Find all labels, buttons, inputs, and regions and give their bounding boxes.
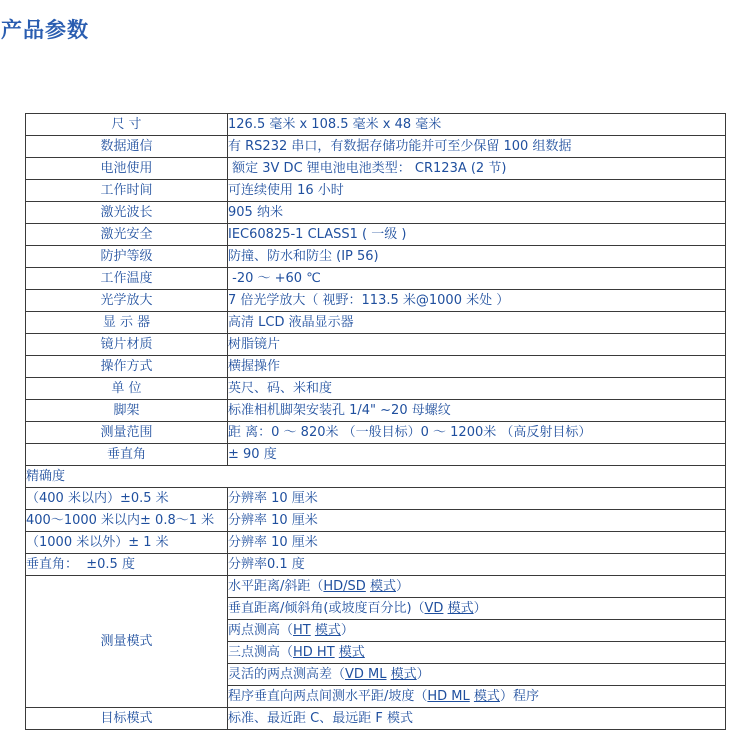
accuracy-header-row xyxy=(26,466,726,488)
spec-value: 可连续使用 16 小时 xyxy=(228,180,726,202)
spec-key: 工作时间 xyxy=(26,180,228,202)
spec-value: 高清 LCD 液晶显示器 xyxy=(228,312,726,334)
table-row xyxy=(26,576,726,598)
spec-value: 防撞、防水和防尘 (IP 56) xyxy=(228,246,726,268)
spec-key: 数据通信 xyxy=(26,136,228,158)
spec-value: ± 90 度 xyxy=(228,444,726,466)
table-row xyxy=(26,334,726,356)
spec-key: 激光波长 xyxy=(26,202,228,224)
product-spec-table xyxy=(25,113,726,730)
spec-value: -20 ～ +60 ℃ xyxy=(228,268,726,290)
accuracy-header: 精确度 xyxy=(26,466,726,488)
spec-key: 单 位 xyxy=(26,378,228,400)
spec-key: 光学放大 xyxy=(26,290,228,312)
accuracy-value: 分辨率0.1 度 xyxy=(228,554,726,576)
table-row xyxy=(26,246,726,268)
spec-value: 距 离：0 ～ 820米 （一般目标）0 ～ 1200米 （高反射目标） xyxy=(228,422,726,444)
spec-value: 额定 3V DC 锂电池电池类型： CR123A (2 节) xyxy=(228,158,726,180)
table-row xyxy=(26,422,726,444)
spec-value: 英尺、码、米和度 xyxy=(228,378,726,400)
spec-key: 脚架 xyxy=(26,400,228,422)
accuracy-key: 400～1000 米以内± 0.8～1 米 xyxy=(26,510,228,532)
table-row xyxy=(26,224,726,246)
spec-key: 镜片材质 xyxy=(26,334,228,356)
spec-value: 905 纳米 xyxy=(228,202,726,224)
table-row xyxy=(26,532,726,554)
spec-value: 7 倍光学放大（ 视野：113.5 米@1000 米处 ） xyxy=(228,290,726,312)
spec-key: 测量范围 xyxy=(26,422,228,444)
table-row xyxy=(26,268,726,290)
table-row xyxy=(26,708,726,730)
spec-key: 显 示 器 xyxy=(26,312,228,334)
spec-value: 标准相机脚架安装孔 1/4" ~20 母螺纹 xyxy=(228,400,726,422)
spec-value: IEC60825-1 CLASS1 ( 一级 ) xyxy=(228,224,726,246)
table-row xyxy=(26,312,726,334)
mode-item: 垂直距离/倾斜角(或坡度百分比)（VD 模式） xyxy=(228,598,726,620)
table-row xyxy=(26,290,726,312)
mode-item: 程序垂直向两点间测水平距/坡度（HD ML 模式）程序 xyxy=(228,686,726,708)
target-value: 标准、最近距 C、最远距 F 模式 xyxy=(228,708,726,730)
table-row xyxy=(26,136,726,158)
table-row xyxy=(26,444,726,466)
spec-key: 工作温度 xyxy=(26,268,228,290)
spec-value: 126.5 毫米 x 108.5 毫米 x 48 毫米 xyxy=(228,114,726,136)
accuracy-key: （400 米以内）±0.5 米 xyxy=(26,488,228,510)
accuracy-value: 分辨率 10 厘米 xyxy=(228,488,726,510)
page-title: 产品参数 xyxy=(1,18,89,42)
table-row xyxy=(26,202,726,224)
accuracy-value: 分辨率 10 厘米 xyxy=(228,532,726,554)
spec-value: 横握操作 xyxy=(228,356,726,378)
spec-key: 垂直角 xyxy=(26,444,228,466)
accuracy-key: （1000 米以外）± 1 米 xyxy=(26,532,228,554)
table-row xyxy=(26,378,726,400)
target-key: 目标模式 xyxy=(26,708,228,730)
mode-item: 灵活的两点测高差（VD ML 模式） xyxy=(228,664,726,686)
spec-key: 操作方式 xyxy=(26,356,228,378)
table-row xyxy=(26,510,726,532)
table-row xyxy=(26,488,726,510)
table-row xyxy=(26,400,726,422)
spec-value: 有 RS232 串口，有数据存储功能并可至少保留 100 组数据 xyxy=(228,136,726,158)
table-row xyxy=(26,180,726,202)
mode-item: 三点测高（HD HT 模式 xyxy=(228,642,726,664)
spec-key: 尺 寸 xyxy=(26,114,228,136)
spec-key: 电池使用 xyxy=(26,158,228,180)
table-row xyxy=(26,356,726,378)
mode-item: 水平距离/斜距（HD/SD 模式） xyxy=(228,576,726,598)
accuracy-key: 垂直角： ±0.5 度 xyxy=(26,554,228,576)
table-row xyxy=(26,158,726,180)
mode-key: 测量模式 xyxy=(26,576,228,708)
accuracy-value: 分辨率 10 厘米 xyxy=(228,510,726,532)
table-row xyxy=(26,114,726,136)
spec-value: 树脂镜片 xyxy=(228,334,726,356)
spec-key: 激光安全 xyxy=(26,224,228,246)
mode-item: 两点测高（HT 模式） xyxy=(228,620,726,642)
table-row xyxy=(26,554,726,576)
spec-key: 防护等级 xyxy=(26,246,228,268)
